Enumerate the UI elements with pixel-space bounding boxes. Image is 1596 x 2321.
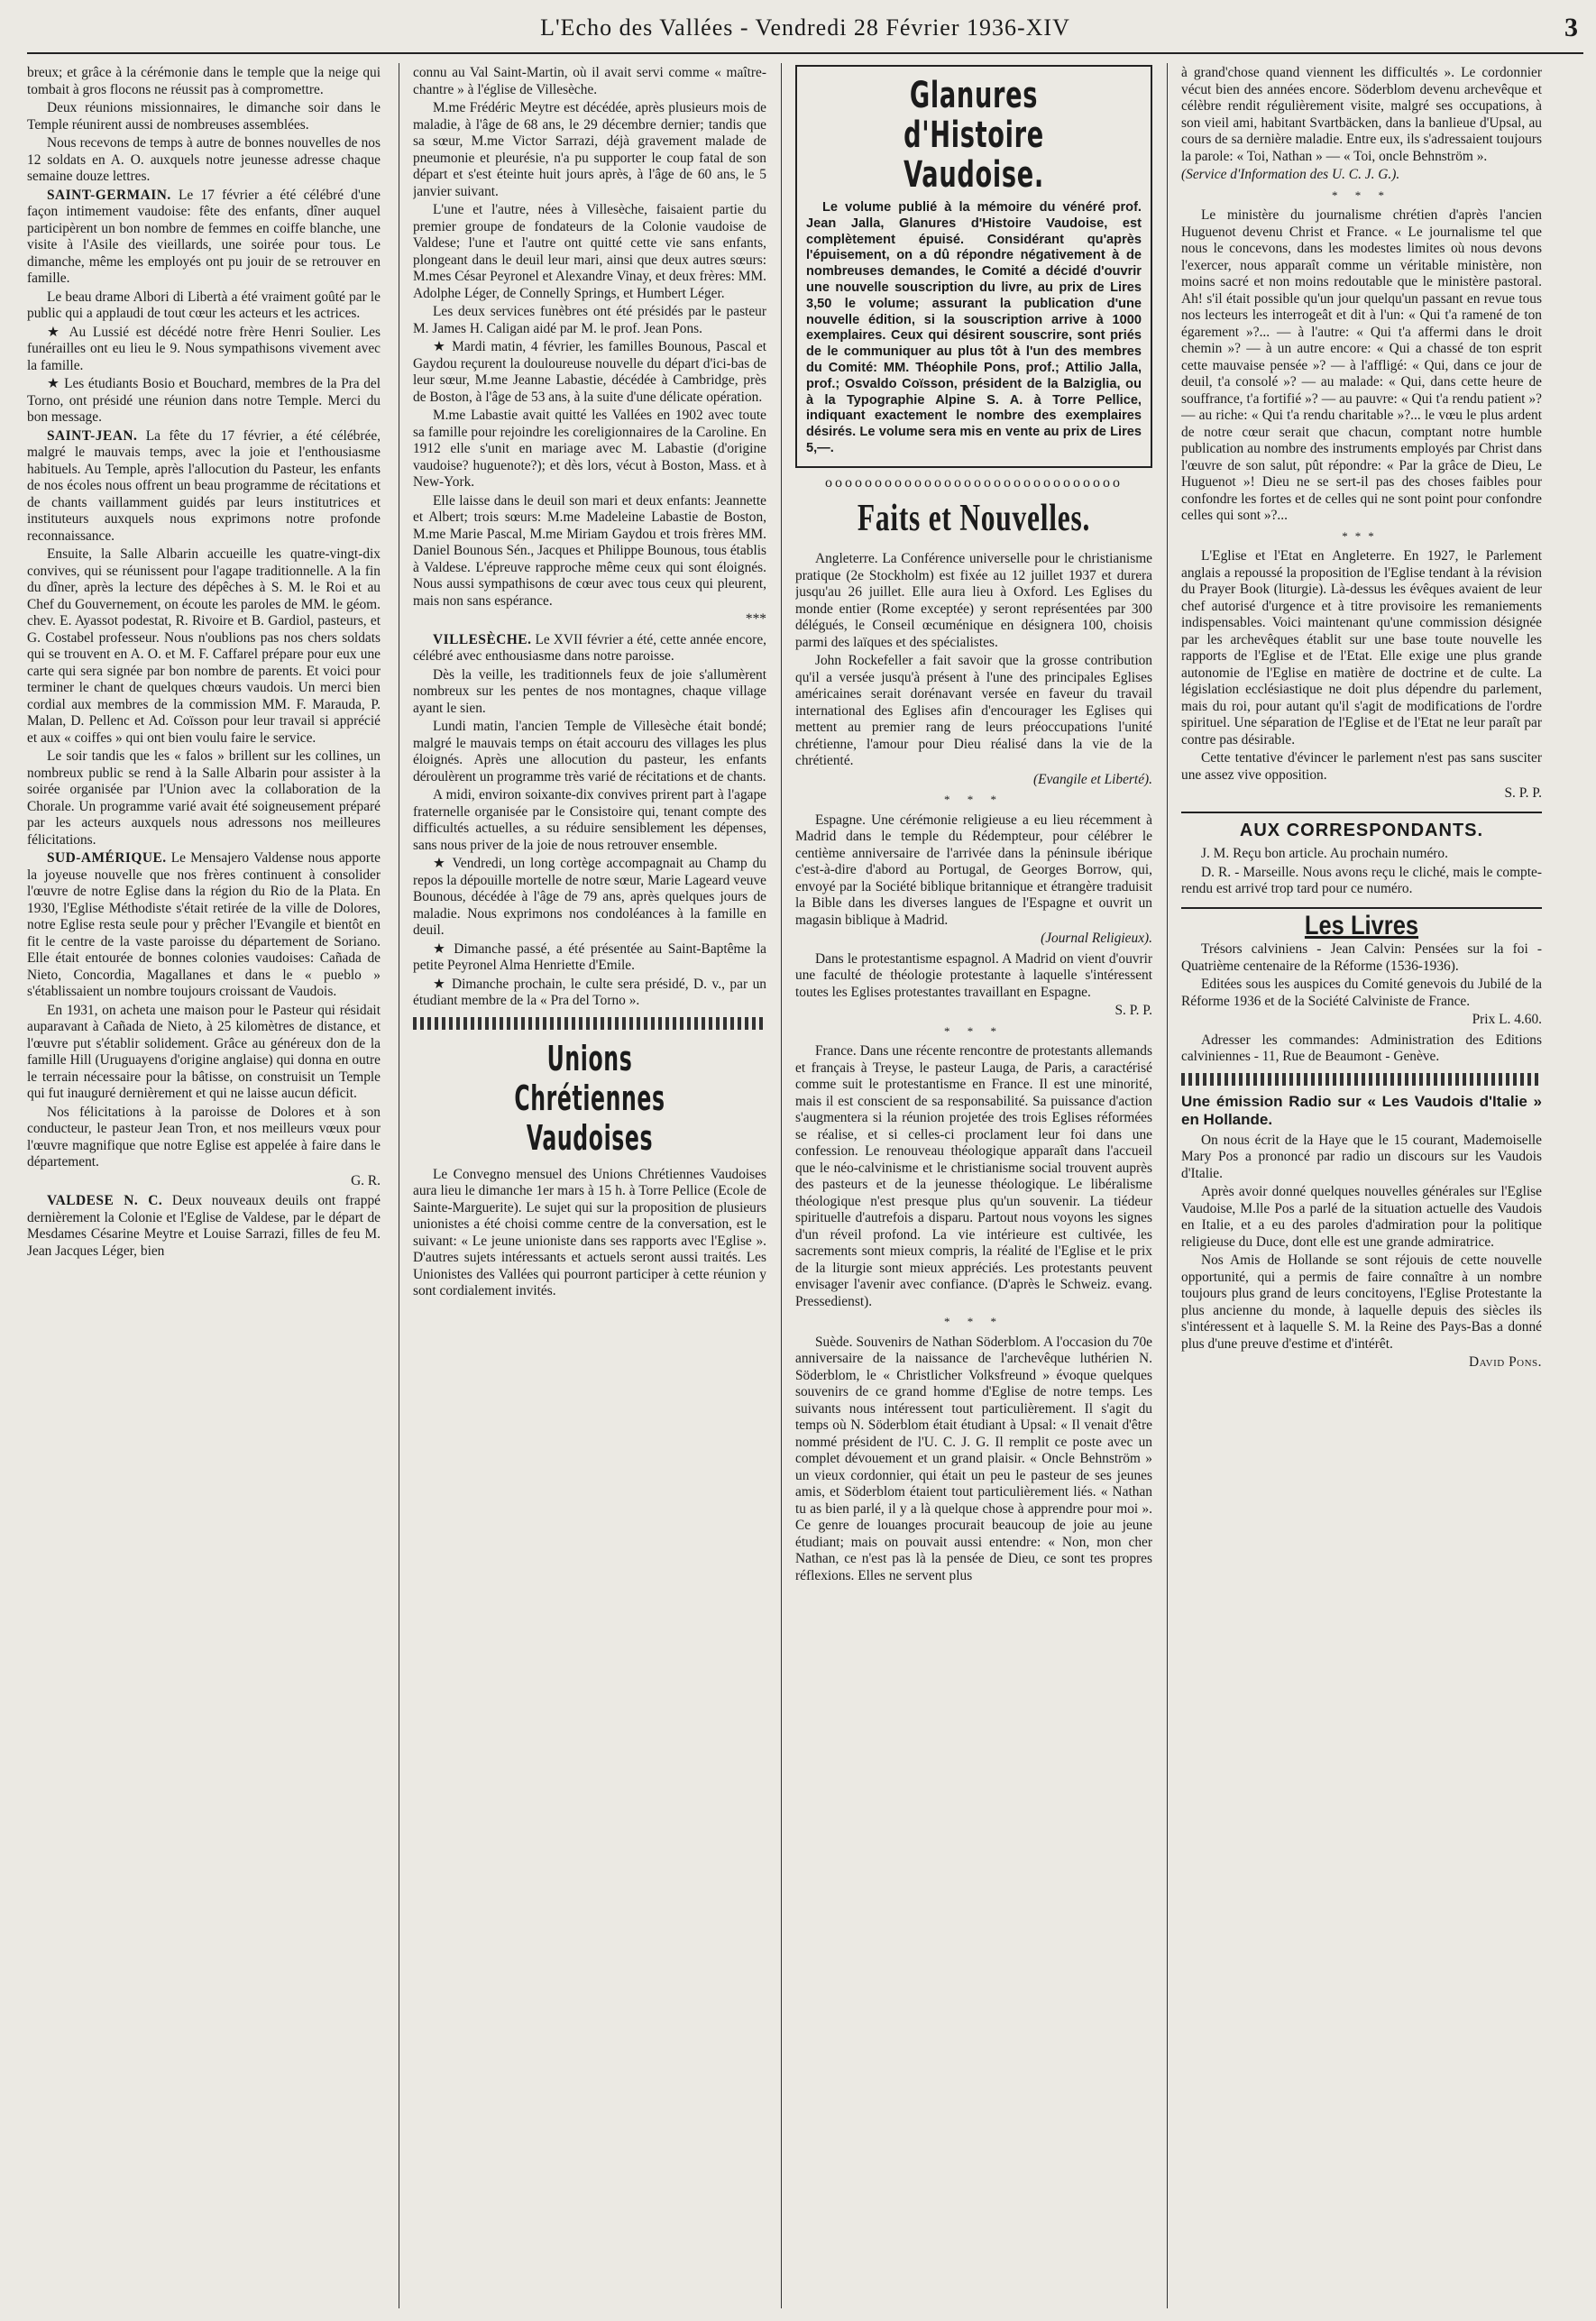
paragraph: Angleterre. La Conférence universelle pour le christianisme pratique (2e Stockholm) est fixée au 12 juillet 1937 et durera jusqu'au 26 juillet. Elle aura lieu à Oxford. Les Eglises du monde entier (Rome exceptée) y seront représentées par 300 délégués, le Conseil œcuménique en désignera 100, choisis parmi des laïques et des spécialistes. — [795, 551, 1152, 650]
paragraph: Nous recevons de temps à autre de bonnes nouvelles de nos 12 soldats en A. O. auxquels notre jeunesse adresse chaque semaine douze lettres. — [27, 135, 381, 184]
item-lead: VILLESÈCHE. — [433, 631, 532, 647]
item-lead: SAINT-GERMAIN. — [47, 187, 171, 203]
paragraph: Le beau drame Albori di Libertà a été vraiment goûté par le public qui a applaudi de tout cœur les acteurs et les actrices. — [27, 289, 381, 321]
divider — [1181, 907, 1542, 909]
paragraph: M.me Labastie avait quitté les Vallées en 1902 avec toute sa famille pour rejoindre les coreligionnaires de la Caroline. En 1912 elle s'unit en mariage avec M. Labastie (d'origine vaudoise? huguenote?); et dès lors, vécut à Boston, Mass. et à New-York. — [413, 408, 766, 490]
paragraph: L'une et l'autre, nées à Villesèche, faisaient partie du premier groupe de fondateurs de la Colonie vaudoise de Valdese; l'une et l'autre ont quitté cette vie sans enfants, plongeant dans le deuil leur mari, ainsi que deux autres sœurs: M.mes César Peyronel et Alexandre Vinay, et deux frères: MM. Adolphe Léger, de Connelly Springs, et Humbert Léger. — [413, 202, 766, 301]
paragraph: ★ Les étudiants Bosio et Bouchard, membres de la Pra del Torno, ont présidé une réunion dans notre Temple. Merci du bon message. — [27, 376, 381, 425]
paragraph: Suède. Souvenirs de Nathan Söderblom. A l'occasion du 70e anniversaire de la naissance de l'archevêque luthérien N. Söderblom, le « Christlicher Volksfreund » évoque quelques souvenirs de ce grand homme d'Eglise de notre temps. Les suivants nous intéressent tout particulièrement. Il s'agit du temps où N. Söderblom était étudiant à Upsal: « Il venait d'être nommé président de l'U. C. J. G. Il remplit ce poste avec un complet dévouement et un grand plaisir. « Oncle Behnström » un vieux cordonnier, qui était un peu le pasteur de ses jeunes amis, et Söderblom étaient tout particulièrement liés. « Nathan tu as bien parlé, il y a là quelque chose à apprendre pour moi ». Ce genre de louanges procurait beaucoup de joie au jeune étudiant; mais on pouvait aussi entendre: « Non, mon cher Nathan, ce n'est pas là la pensée de Dieu, ce sont tes propres réflexions. Elles ne servent plus — [795, 1334, 1152, 1583]
paragraph: Lundi matin, l'ancien Temple de Villesèche était bondé; malgré le mauvais temps on était accouru des villages les plus éloignés. Après une allocution du pasteur, les enfants déroulèrent un programme très varié de récitations et de chants. — [413, 719, 766, 784]
columns — [27, 54, 1583, 2308]
paragraph: connu au Val Saint-Martin, où il avait servi comme « maître-chantre » à l'église de Villesèche. — [413, 65, 766, 97]
paragraph: breux; et grâce à la cérémonie dans le temple que la neige qui tombait à gros flocons ne réussit pas à compromettre. — [27, 65, 381, 97]
signature: David Pons. — [1469, 1354, 1542, 1370]
source-credit: (Evangile et Liberté). — [1032, 771, 1152, 787]
news-item-villeseche: VILLESÈCHE. Le XVII février a été, cette année encore, célébré avec enthousiasme dans notre paroisse. — [413, 631, 766, 664]
paragraph: J. M. Reçu bon article. Au prochain numéro. — [1201, 846, 1448, 861]
section-separator: *** — [1342, 528, 1381, 543]
paragraph: Après avoir donné quelques nouvelles générales sur l'Eglise Vaudoise, M.lle Pos a parlé de la situation actuelle des Vaudois en Italie, et a eu des paroles d'admiration pour la politique religieuse du Duce, dont elle est une grande admiratrice. — [1181, 1184, 1542, 1250]
item-lead: VALDESE N. C. — [47, 1193, 163, 1208]
column-divider — [1167, 63, 1168, 2308]
paragraph: Adresser les commandes: Administration des Editions calviniennes - 11, Rue de Beaumont - Genève. — [1181, 1032, 1542, 1064]
price: Prix L. 4.60. — [1472, 1012, 1542, 1027]
section-title-livres: Les Livres — [1304, 910, 1419, 940]
page-number: 3 — [1564, 13, 1578, 42]
divider — [1181, 812, 1542, 813]
section-separator: * * * — [944, 1023, 1004, 1038]
column-divider — [781, 63, 782, 2308]
paragraph: Dans le protestantisme espagnol. A Madrid on vient d'ouvrir une faculté de théologie protestante à laquelle s'intéressent toutes les Eglises protestantes travaillant en Espagne. — [795, 950, 1152, 1000]
paragraph: France. Dans une récente rencontre de protestants allemands et français à Treyse, le pasteur Lauga, de Paris, a caractérisé comme suit le protestantisme en France. Il est une minorité, mais il est conscient de sa responsabilité. Sa puissance d'action s'augmentera si la réunion projetée des trois Eglises réformées se réalise, et si celles-ci proclament leur foi dans une confession. Le renouveau théologique apparaît dans l'accueil que le néo-calvinisme et le christianisme social trouvent auprès des pasteurs et de la jeunesse théologique. Le libéralisme théologique n'est presque plus qu'un souvenir. La tiédeur spirituelle d'autrefois a disparu. Partout nous voyons les signes d'un réveil profond. La vie intérieure est cultivée, les sacrements sont mieux compris, la réalité de l'Eglise et le prix de la liturgie sont mieux appréciés. Les protestants peuvent envisager l'avenir avec confiance. (D'après le Schweiz. evang. Pressedienst). — [795, 1043, 1152, 1309]
section-title-radio: Une émission Radio sur « Les Vaudois d'Italie » en Hollande. — [1181, 1092, 1542, 1128]
column-3 — [795, 65, 1152, 2308]
column-2 — [413, 65, 766, 2308]
paragraph: John Rockefeller a fait savoir que la grosse contribution qu'il a versée jusqu'à présent à l'une des principales Eglises américaines serait dorénavant versée en faveur du travail international des Eglises afin d'encourager les Eglises qui mettent au premier rang de leurs préoccupations l'unité chrétienne, l'amour pour Dieu réalisé dans la vie de la chrétienté. — [795, 653, 1152, 769]
paragraph: Deux réunions missionnaires, le dimanche soir dans le Temple réunirent aussi de nombreuses assemblées. — [27, 100, 381, 133]
paragraph: Nos félicitations à la paroisse de Dolores et à son conducteur, le pasteur Jean Tron, et nos meilleurs vœux pour l'œuvre magnifique que notre Eglise est appelée à faire dans le département. — [27, 1104, 381, 1170]
signature: G. R. — [351, 1172, 381, 1188]
source-credit: (Journal Religieux). — [1041, 931, 1152, 947]
paragraph: ★ Dimanche prochain, le culte sera présidé, D. v., par un étudiant membre de la « Pra del Torno ». — [413, 976, 766, 1008]
paragraph: ★ Vendredi, un long cortège accompagnait au Champ du repos la dépouille mortelle de notre sœur, Marie Lageard veuve Bounous, décédée à l'âge de 79 ans, après quelques jours de maladie. Nous exprimons nos condoléances à la famille en deuil. — [413, 856, 766, 938]
item-lead: SAINT-JEAN. — [47, 427, 138, 444]
paragraph: L'Eglise et l'Etat en Angleterre. En 1927, le Parlement anglais a repoussé la proposition de l'Eglise tendant à la révision du Prayer Book (liturgie). Là-dessus les évêques avaient de leur chef autorisé d'urgence et à titre provisoire les remaniements indispensables. Voici maintenant qu'une commission désignée par les archevêques établit sur une base toute nouvelle les rapports de l'Eglise et de l'Etat. Elle exige une plus grande autonomie de l'Eglise en matière de doctrine et de culte. La législation ecclésiastique ne doit plus dépendre du parlement, mais du roi, pour autant qu'il s'agit de modifications de l'ordre spirituel. Une séparation de l'Eglise et de l'Etat ne leur paraît par contre pas désirable. — [1181, 548, 1542, 748]
glanures-notice — [806, 200, 1142, 457]
news-item-saint-jean: SAINT-JEAN. La fête du 17 février, a été célébrée, malgré le mauvais temps, avec la joie et l'enthousiasme habituels. Au Temple, après l'allocution du Pasteur, les enfants de nos écoles nous offrent un beau programme de récitations et de chants vaillamment guidés par leurs institutrices et instituteurs auxquels nous exprimons notre profonde reconnaissance. — [27, 427, 381, 544]
section-title-unions: Unions Chrétiennes Vaudoises — [514, 1038, 665, 1158]
glanures-box — [795, 65, 1152, 468]
paragraph: ★ Mardi matin, 4 février, les familles Bounous, Pascal et Gaydou reçurent la douloureuse nouvelle du départ d'ici-bas de leur sœur, M.me Jeanne Labastie, décédée à Cambridge, près de Boston, à l'âge de 53 ans, à la suite d'une délicate opération. — [413, 339, 766, 405]
paragraph: Ensuite, la Salle Albarin accueille les quatre-vingt-dix convives, qui se réunissent pour l'agape traditionnelle. A la fin du dîner, après la lecture des dépêches à S. M. le Roi et au Chef du Gouvernement, on écoute les paroles de MM. le géom. chev. E. Ayassot podestat, R. Rivoire et B. Gardiol, pasteurs, et G. Costabel professeur. Nous n'oublions pas nos chers soldats qui se trouvent en A. O. et M. F. Caffarel prépare pour eux une carte qui sera signée par bon nombre de parents. Et voici pour terminer le chant de quelques chœurs vaudois. Un merci bien cordial aux membres de la commission MM. F. Marauda, P. Malan, D. Pellenc et Ad. Coïsson pour leur travail si apprécié et aux « coiffes » qui ont bien voulu faire le service. — [27, 546, 381, 746]
source-credit: (Service d'Information des U. C. J. G.). — [1181, 167, 1400, 182]
newspaper-title: L'Echo des Vallées - Vendredi 28 Février 1936-XIV — [540, 14, 1070, 41]
section-separator: * * * — [944, 793, 1004, 807]
item-lead: SUD-AMÉRIQUE. — [47, 850, 167, 866]
paragraph: Trésors calviniens - Jean Calvin: Pensées sur la foi - Quatrième centenaire de la Réforme (1536-1936). — [1181, 941, 1542, 974]
news-item-saint-germain: SAINT-GERMAIN. Le 17 février a été célébré d'une façon intimement vaudoise: fête des enfants, dîner auquel participèrent un bon nombre de femmes en coiffe blanche, une visite à l'Asile des vieillards, une soirée pour tous. Le dimanche, même les employés ont pu jouir de se retrouver en famille. — [27, 187, 381, 286]
paragraph: A midi, environ soixante-dix convives prirent part à l'agape fraternelle organisée par le Consistoire qui, tenant compte des difficultés actuelles, a su réduire sensiblement les dépenses, sans nous priver de la joie de nous retrouver ensemble. — [413, 787, 766, 853]
paragraph: Cette tentative d'évincer le parlement n'est pas sans susciter une assez vive opposition. — [1181, 750, 1542, 783]
section-separator: * * * — [1332, 188, 1391, 202]
circle-separator: oooooooooooooooooooooooooooooo — [825, 474, 1123, 491]
paragraph: Le ministère du journalisme chrétien d'après l'ancien Huguenot devenu Christ et France. « Le journalisme tel que nous le concevons, dans les modestes limites où nous devons l'exercer, nous apparaît comme un véritable ministère, non moins sacré et non moins redoutable que le ministère pastoral. Ah! s'il était possible qu'un jour quelqu'un passant en revue tous nos lecteurs les interrogeât et dit à l'un: « Qui t'a ramené de ton égarement »?... — à l'autre: « Qui t'a affermi dans le droit chemin »? — à un autre encore: « Qui a chassé de ton esprit cette mauvaise pensée »? — à l'affligé: « Qui, dans ce jour de deuil, t'a consolé »? — au malade: « Qui, dans cette heure de souffrance, t'a fortifié »? — au pauvre: « Qui t'a rendu patient »? — au riche: « Qui t'a rendu charitable »?... le vœu le plus ardent de notre cœur serait que chacun, comptant notre humble publication au nombre des instruments employés par Christ dans l'œuvre de son salut, pût répondre: « Par la grâce de Dieu, Le Huguenot »! Dieu ne se sert-il pas des choses faibles pour confondre les fortes et de celles qui ne sont point pour confondre celles qui sont »?... — [1181, 207, 1542, 523]
signature: S. P. P. — [1114, 1003, 1152, 1019]
section-title-correspondants: AUX CORRESPONDANTS. — [1239, 820, 1484, 840]
paragraph: Espagne. Une cérémonie religieuse a eu lieu récemment à Madrid dans le temple du Rédempteur, pour célébrer le centième anniversaire de l'arrivée dans la péninsule ibérique c'est-à-dire d'abord au Portugal, de Georges Borrow, qui, envoyé par la Société biblique britannique et étrangère traduisit la Bible dans les diverses langues de l'Espagne et ouvrit un magasin biblique à Madrid. — [795, 812, 1152, 928]
paragraph: Editées sous les auspices du Comité genevois du Jubilé de la Réforme 1936 et de la Société Calviniste de France. — [1181, 977, 1542, 1009]
news-item-valdese: VALDESE N. C. Deux nouveaux deuils ont frappé dernièrement la Colonie et l'Eglise de Valdese, par le départ de Mesdames Césarine Meytre et Louise Sarrazi, filles de feu M. Jean Jacques Léger, bien — [27, 1193, 381, 1259]
section-title-glanures: Glanures d'Histoire Vaudoise. — [903, 75, 1044, 196]
paragraph: Nos Amis de Hollande se sont réjouis de cette nouvelle opportunité, qui a permis de faire connaître à un nombre toujours plus grand de leurs concitoyens, l'Eglise Protestante la plus ancienne du monde, à laquelle depuis des siècles ils s'intéressent et à laquelle S. M. la Reine des Pays-Bas a donné plus d'une preuve d'estime et d'intérêt. — [1181, 1252, 1542, 1352]
column-4 — [1181, 65, 1542, 2308]
paragraph: Elle laisse dans le deuil son mari et deux enfants: Jeannette et Albert; trois sœurs: M.me Madeleine Labastie de Boston, M.me Marie Pascal, M.me Miriam Gaydou et trois frères MM. Daniel Bounous Sén., Jacques et Philippe Bounous, tous établis à Valdese. L'épreuve rapproche même ceux qui sont éloignés. Nous aussi sympathisons de cœur avec tous ceux qui pleurent, mais non sans espérance. — [413, 492, 766, 609]
paragraph: ★ Au Lussié est décédé notre frère Henri Soulier. Les funérailles ont eu lieu le 9. Nous sympathisons vivement avec la famille. — [27, 324, 381, 373]
paragraph: à grand'chose quand viennent les difficultés ». Le cordonnier vécut bien des années encore. Söderblom devenu archevêque et célèbre rendit régulièrement visite, malgré ses occupations, à son vieil ami, habitant Svartbäcken, dans la banlieue d'Upsal, au cours de sa dernière maladie. Entre eux, ils s'adressaient toujours la parole: « Toi, Nathan » — « Toi, oncle Behnström ». — [1181, 65, 1542, 164]
page-header — [27, 7, 1583, 54]
signature: S. P. P. — [1504, 785, 1542, 801]
paragraph: M.me Frédéric Meytre est décédée, après plusieurs mois de maladie, à l'âge de 68 ans, le 29 décembre dernier; tandis que sa sœur, M.me Victor Sarrazi, déjà gravement malade de pneumonie et pleurésie, n'a pu supporter le coup fatal de son départ et s'est éteinte huit jours après, à l'âge de 60 ans, le 5 janvier suivant. — [413, 100, 766, 199]
paragraph: Le soir tandis que les « falos » brillent sur les collines, un nombreux public se rend à la Salle Albarin pour assister à la soirée organisée par l'Union avec la collaboration de la Chorale. Un programme varié avait été soigneusement préparé par les acteurs auxquels nous adressons nos meilleures félicitations. — [27, 748, 381, 848]
paragraph: Les deux services funèbres ont été présidés par le pasteur M. James H. Caligan aidé par M. le prof. Jean Pons. — [413, 304, 766, 336]
ornament-rule — [1181, 1073, 1542, 1086]
paragraph: Le volume publié à la mémoire du vénéré prof. Jean Jalla, Glanures d'Histoire Vaudoise, est complètement épuisé. Considérant qu'après l'épuisement, on a dû répondre négativement à de nombreuses demandes, le Comité a décidé d'ouvrir une nouvelle souscription du livre, au prix de Lires 3,50 le volume; assurant la publication d'une nouvelle édition, si la souscription arrive à 1000 exemplaires. Ceux qui désirent souscrire, sont priés de le communiquer au plus tôt à l'un des membres du Comité: MM. Théophile Pons, prof.; Attilio Jalla, prof.; Osvaldo Coïsson, président de la Balziglia, ou à la Typographie Alpine S. A. à Torre Pellice, indiquant exactement le nombre des exemplaires désirés. Le volume sera mis en vente au prix de Lires 5,—. — [806, 200, 1142, 455]
paragraph: Dès la veille, les traditionnels feux de joie s'allumèrent nombreux sur les pentes de nos montagnes, chaque village ayant le sien. — [413, 666, 766, 716]
paragraph: En 1931, on acheta une maison pour le Pasteur qui résidait auparavant à Cañada de Nieto, à 25 kilomètres de distance, et l'œuvre put s'établir solidement. Grâce au généreux don de la famille Hill (Uruguayens d'origine anglaise) qui donna en outre le terrain nécessaire pour la bâtisse, on construisit un Temple qui fut inauguré dernièrement et qui ne laisse aucun déficit. — [27, 1002, 381, 1101]
section-separator: *** — [745, 611, 766, 627]
section-title-faits: Faits et Nouvelles. — [857, 498, 1091, 540]
news-item-sud-amerique: SUD-AMÉRIQUE. Le Mensajero Valdense nous apporte la joyeuse nouvelle que nos frères continuent à consolider l'œuvre de notre Eglise dans la région du Rio de la Plata. En 1930, l'Eglise Méthodiste s'était retirée de la ville de Dolores, notre Eglise resta seule pour y prêcher l'Evangile et bientôt en fit le centre de la vaste paroisse du département de Soriano. Elle était entourée de bonnes colonies vaudoises: Cañada de Nieto, Concordia, Magallanes et dans le « pueblo » s'établissaient un nombre toujours croissant de Vaudois. — [27, 850, 381, 999]
paragraph: D. R. - Marseille. Nous avons reçu le cliché, mais le compte-rendu est arrivé trop tard pour ce numéro. — [1181, 864, 1542, 896]
ornament-rule — [413, 1017, 766, 1030]
paragraph: ★ Dimanche passé, a été présentée au Saint-Baptême la petite Peyronel Alma Henriette d'Emile. — [413, 940, 766, 973]
column-1 — [27, 65, 381, 2308]
section-separator: * * * — [944, 1315, 1004, 1329]
paragraph: Le Convegno mensuel des Unions Chrétiennes Vaudoises aura lieu le dimanche 1er mars à 15 h. à Torre Pellice (Ecole de Sainte-Marguerite). Le sujet qui sur la proposition de plusieurs unionistes a été choisi comme centre de la conversation, est le suivant: « Le jeune unioniste dans ses rapports avec l'Eglise ». D'autres sujets intéressants et actuels seront aussi traités. Les Unionistes des Vallées qui pourront participer à cette réunion y sont cordialement invités. — [413, 1166, 766, 1298]
paragraph: On nous écrit de la Haye que le 15 courant, Mademoiselle Mary Pos a prononcé par radio un discours sur les Vaudois d'Italie. — [1181, 1132, 1542, 1181]
